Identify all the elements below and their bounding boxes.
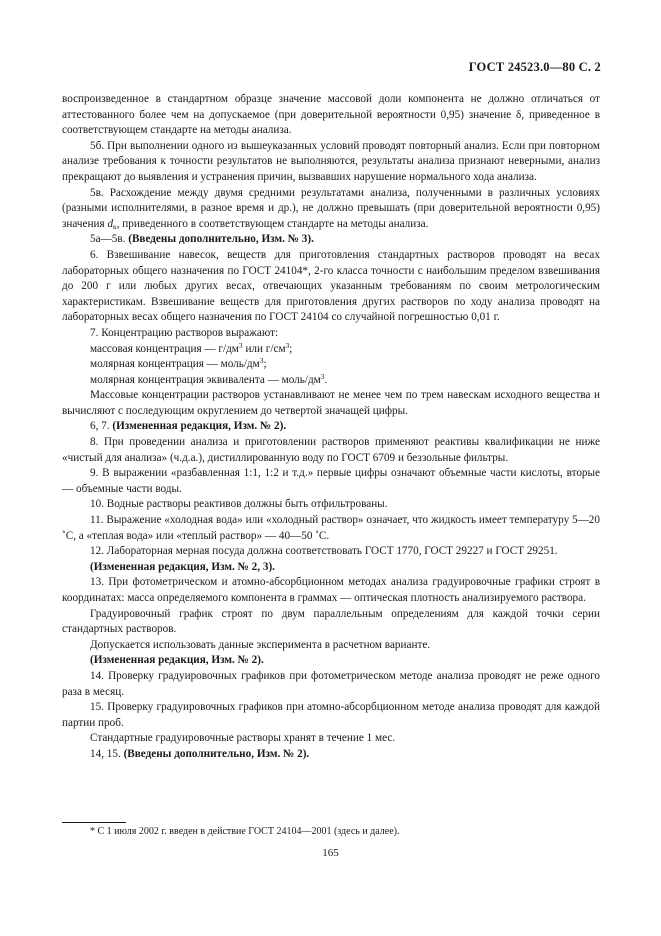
paragraph: Стандартные градуировочные растворы хранят в течение 1 мес. [90,732,396,745]
page-number: 165 [322,847,339,859]
paragraph [62,186,600,233]
paragraph: 11. Выражение «холодная вода» или «холодный раствор» означает, что жидкость имеет температуру 5—20 ˚С, а «теплая вода» или «теплый раствор» — 40—50 ˚С. [62,514,600,542]
paragraph: 14. Проверку градуировочных графиков при фотометрическом методе анализа проводят не реже одного раза в месяц. [62,669,600,698]
superscript: 3 [320,371,325,381]
clause-ref: 14, 15. [90,747,124,760]
paragraph: 10. Водные растворы реактивов должны быть отфильтрованы. [90,498,388,511]
document-body [62,92,600,763]
paragraph: 15. Проверку градуировочных графиков при атомно-абсорбционном методе анализа проводят для каждой партии проб. [62,701,600,729]
paragraph-text: 5в. Расхождение между двумя средними результатами анализа, полученными в различных условиях (разными исполнителями, в разное время и др.), не должно превышать (при доверительной вероятности 0,95) значения [62,186,600,230]
list-text: или г/см [242,342,286,355]
paragraph [62,747,600,763]
paragraph: 6. Взвешивание навесок, веществ для приготовления стандартных растворов проводят на весах лабораторных общего назначения по ГОСТ 24104*, 2-го класса точности с наибольшим пределом взвешивания до 200 г или любых других весах, отвечающих указанным требованиям по своим метрологическим характеристикам. Взвешивание веществ для приготовления других растворов по ходу анализа проводят на лабораторных весах общего назначения по ГОСТ 24104 со случайной погрешностью 0,01 г. [62,248,600,324]
footnote: * С 1 июля 2002 г. введен в действие ГОСТ 24104—2001 (здесь и далее). [90,826,400,837]
clause-ref: 6, 7. [90,420,113,433]
amendment-note: (Введены дополнительно, Изм. № 2). [123,747,310,760]
clause-ref: 5а—5в. [90,233,129,246]
list-item [62,357,600,373]
paragraph: 9. В выражении «разбавленная 1:1, 1:2 и т.д.» первые цифры означают объемные части кислоты, вторые — объемные части воды. [62,467,600,495]
paragraph [62,232,600,248]
superscript: 3 [285,340,290,350]
superscript: 3 [259,356,264,366]
paragraph: Градуировочный график строят по двум параллельным определениям для каждой точки серии стандартных растворов. [62,607,600,636]
list-text: молярная концентрация — моль/дм [90,358,260,371]
paragraph: 5б. При выполнении одного из вышеуказанных условий проводят повторный анализ. Если при повторном анализе требования к точности результатов не выполняются, результаты анализа признают неверными, анализ прекращают до выявления и устранения причин, вызвавших нарушение нормального хода анализа. [62,139,600,183]
amendment-note: (Измененная редакция, Изм. № 2). [112,420,287,433]
list-text: . [324,373,328,386]
paragraph: 8. При проведении анализа и приготовлении растворов применяют реактивы квалификации не ниже «чистый для анализа» (ч.д.а.), дистиллированную воду по ГОСТ 6709 и беззольные фильтры. [62,436,600,464]
variable: d [107,217,114,230]
paragraph: воспроизведенное в стандартном образце значение массовой доли компонента не должно отличаться от аттестованного более чем на допускаемое (при доверительной вероятности 0,95) значение δ, приведенное в соответствующем стандарте на методы анализа. [62,93,600,137]
list-text: молярная концентрация эквивалента — моль/дм [90,373,321,386]
list-item [62,342,600,358]
paragraph: 7. Концентрацию растворов выражают: [90,326,279,339]
paragraph-text: , приведенного в соответствующем стандарте на методы анализа. [116,217,429,230]
paragraph: 12. Лабораторная мерная посуда должна соответствовать ГОСТ 1770, ГОСТ 29227 и ГОСТ 29251. [90,545,558,558]
paragraph: Массовые концентрации растворов устанавливают не менее чем по трем навескам исходного вещества и вычисляют с последующим округлением до четвертой значащей цифры. [62,389,600,417]
footnote-divider [62,822,126,823]
paragraph: 13. При фотометрическом и атомно-абсорбционном методах анализа градуировочные графики строят в координатах: масса определяемого компонента в граммах — оптическая плотность анализируемого раствора. [62,576,600,604]
page-header: ГОСТ 24523.0—80 С. 2 [468,60,601,74]
superscript: 3 [238,340,243,350]
list-text: массовая концентрация — г/дм [90,342,239,355]
paragraph: Допускается использовать данные эксперимента в расчетном варианте. [90,638,431,651]
amendment-note: (Введены дополнительно, Изм. № 3). [128,233,314,246]
subscript: к [113,221,117,231]
amendment-note: (Измененная редакция, Изм. № 2). [90,654,264,667]
list-text: ; [263,358,267,371]
amendment-note: (Измененная редакция, Изм. № 2, 3). [90,560,275,573]
list-item [62,373,600,389]
list-text: ; [289,342,293,355]
paragraph [62,419,600,435]
